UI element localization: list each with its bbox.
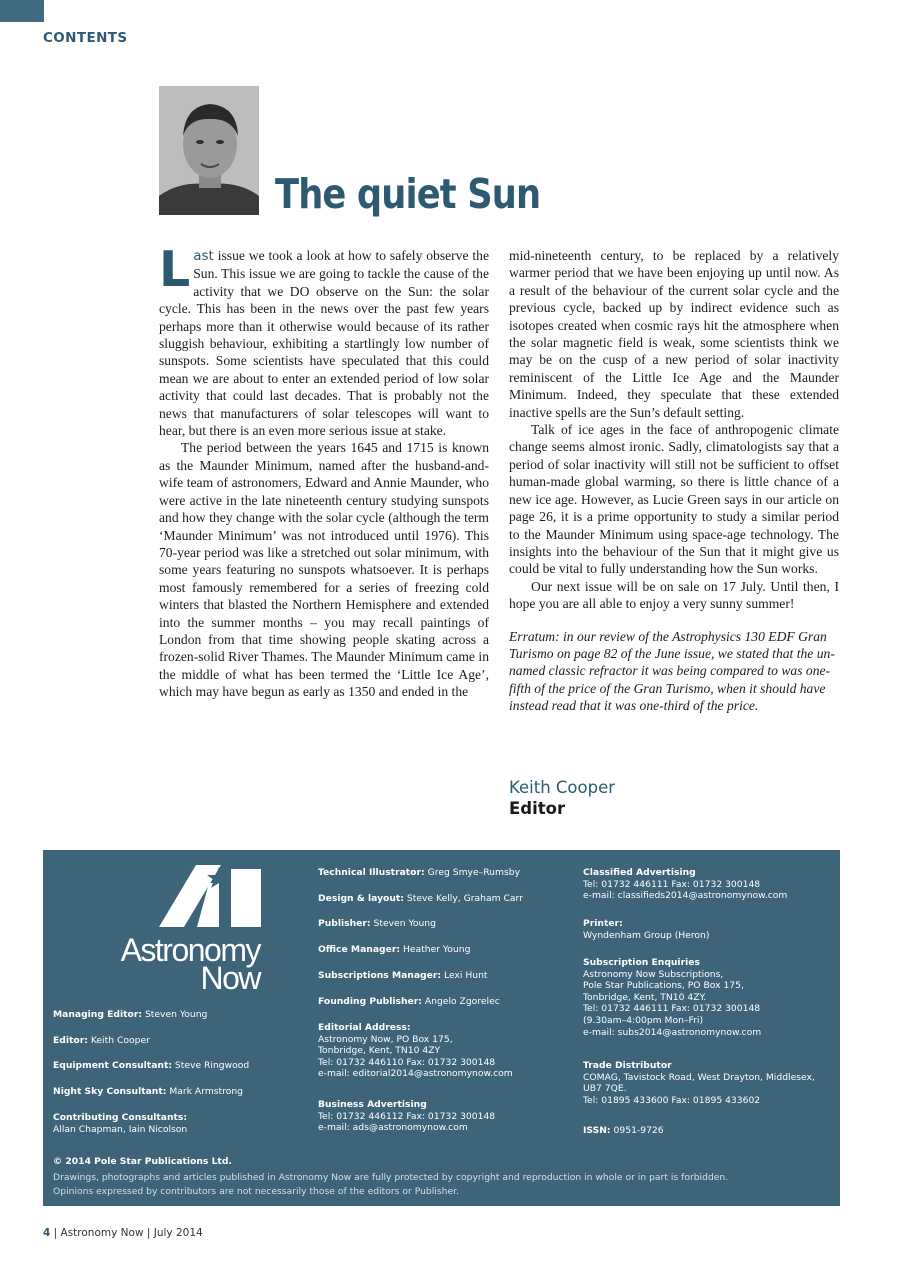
paragraph-1-text: issue we took a look at how to safely observe the Sun. This issue we are going to tackle the cause of the activity that we DO observe on the Sun: the solar cycle. This has been in the news over the past few years perhaps more than it otherwise would because of its rather sluggish behaviour, exhibiting a startlingly low number of sunspots. Some scientists have speculated that this could mean we are about to enter an extended period of low solar activity that could last decades. That is probably not the news that manufacturers of solar telescopes will want to hear, but there is an even more serious issue at stake. xyxy=(159,248,489,439)
subscription-enquiries: Subscription Enquiries Astronomy Now Subscriptions, Pole Star Publications, PO Box 175, Tonbridge, Kent, TN10 4ZY. Tel: 01732 446111 Fax: 01732 300148 (9.30am–4:00pm Mon–Fri) e-mail: subs2014@astronomynow.com xyxy=(583,957,762,1038)
business-advertising: Business Advertising Tel: 01732 446112 Fax: 01732 300148 e-mail: ads@astronomynow.com xyxy=(318,1099,496,1134)
logo-wordmark xyxy=(103,932,260,996)
paragraph-2: The period between the years 1645 and 1715 is known as the Maunder Minimum, named after the husband-and-wife team of astronomers, Edward and Annie Maunder, who were active in the late nineteenth century studying sunspots and how they change with the solar cycle (although the term ‘Maunder Minimum’ was not introduced until 1976). This 70-year period was like a stretched out solar minimum, with some years featuring no sunspots whatsoever. It is perhaps most famously remembered for a series of freezing cold winters that blasted the Northern Hemisphere and extended into the summer months – you may recall paintings of London from that time showing people skating across a frozen-solid River Thames. The Maunder Minimum came in the middle of what has been termed the ‘Little Ice Age’, which may have begun as early as 1350 and ended in the xyxy=(159,440,489,700)
signature-role: Editor xyxy=(509,799,566,818)
printer: Printer: Wyndenham Group (Heron) xyxy=(583,918,710,941)
credit-publisher: Publisher: Steven Young xyxy=(318,918,436,929)
article-column-left xyxy=(159,241,489,701)
erratum: Erratum: in our review of the Astrophysics 130 EDF Gran Turismo on page 82 of the June issue, we stated that the un-named classic refractor it was being compared to was one-fifth of the price of the Gran Turismo, when it should have instead read that it was one-third of the price. xyxy=(509,628,835,714)
page-number: 4 xyxy=(43,1227,51,1239)
dropcap: L xyxy=(159,241,191,298)
signature-name: Keith Cooper xyxy=(509,778,616,797)
trade-distributor: Trade Distributor COMAG, Tavistock Road, West Drayton, Middlesex, UB7 7QE. Tel: 01895 433600 Fax: 01895 433602 xyxy=(583,1060,815,1106)
masthead-box xyxy=(43,850,840,1206)
page-footer xyxy=(43,1227,203,1239)
credit-contributing-consultants: Contributing Consultants: Allan Chapman, Iain Nicolson xyxy=(53,1112,188,1135)
headline: The quiet Sun xyxy=(275,170,541,218)
article-column-right xyxy=(509,247,839,715)
paragraph-1 xyxy=(159,241,489,439)
paragraph-3: mid-nineteenth century, to be replaced by a relatively warmer period that we have been enjoying up until now. As a result of the behaviour of the current solar cycle and the previous cycle, backed up by indirect evidence such as isotopes created when cosmic rays hit the atmosphere when the solar magnetic field is weak, some scientists think we may be on the cusp of a new period of solar inactivity reminiscent of the Little Ice Age and the Maunder Minimum. Indeed, they speculate that these extended inactive spells are the Sun’s default setting. xyxy=(509,248,839,420)
copyright-notice: © 2014 Pole Star Publications Ltd. Drawings, photographs and articles published in Astronomy Now are fully protected by copyright and reproduction in whole or in part is forbidden. Opinions expressed by contributors are not necessarily those of the editors or Publisher. xyxy=(53,1156,729,1198)
editorial-address: Editorial Address: Astronomy Now, PO Box 175, Tonbridge, Kent, TN10 4ZY Tel: 01732 446110 Fax: 01732 300148 e-mail: editorial2014@astronomynow.com xyxy=(318,1022,513,1080)
credit-subscriptions-manager: Subscriptions Manager: Lexi Hunt xyxy=(318,970,488,981)
corner-tab xyxy=(0,0,44,22)
credit-office-manager: Office Manager: Heather Young xyxy=(318,944,471,955)
credit-managing-editor: Managing Editor: Steven Young xyxy=(53,1009,208,1020)
paragraph-4: Talk of ice ages in the face of anthropogenic climate change seems almost ironic. Sadly, climatologists say that a period of solar inactivity will still not be sufficient to offset human-made global warming, so there is little chance of a new ice age. However, as Lucie Green says in our article on page 26, it is a prime opportunity to study a similar period to the Maunder Minimum using space-age technology. The insights into the behaviour of the Sun that it might give us could be vital to fully understanding how the Sun works. xyxy=(509,422,839,577)
credit-founding-publisher: Founding Publisher: Angelo Zgorelec xyxy=(318,996,500,1007)
logo-word-2: Now xyxy=(200,960,260,996)
editor-photo xyxy=(159,86,259,215)
logo-word-1: Astronomy xyxy=(120,932,260,968)
credit-equipment-consultant: Equipment Consultant: Steve Ringwood xyxy=(53,1060,250,1071)
credit-technical-illustrator: Technical Illustrator: Greg Smye–Rumsby xyxy=(318,867,521,878)
credit-editor: Editor: Keith Cooper xyxy=(53,1035,150,1046)
paragraph-5: Our next issue will be on sale on 17 July. Until then, I hope you are all able to enjoy a very sunny summer! xyxy=(509,578,839,612)
credit-night-sky-consultant: Night Sky Consultant: Mark Armstrong xyxy=(53,1086,244,1097)
footer-text: | Astronomy Now | July 2014 xyxy=(50,1227,203,1239)
classified-advertising: Classified Advertising Tel: 01732 446111 Fax: 01732 300148 e-mail: classifieds2014@astronomynow.com xyxy=(583,867,788,902)
lead-in: ast xyxy=(193,248,214,264)
credit-design-layout: Design & layout: Steve Kelly, Graham Carr xyxy=(318,893,523,904)
issn: ISSN: 0951-9726 xyxy=(583,1125,664,1136)
section-label: CONTENTS xyxy=(43,30,128,46)
